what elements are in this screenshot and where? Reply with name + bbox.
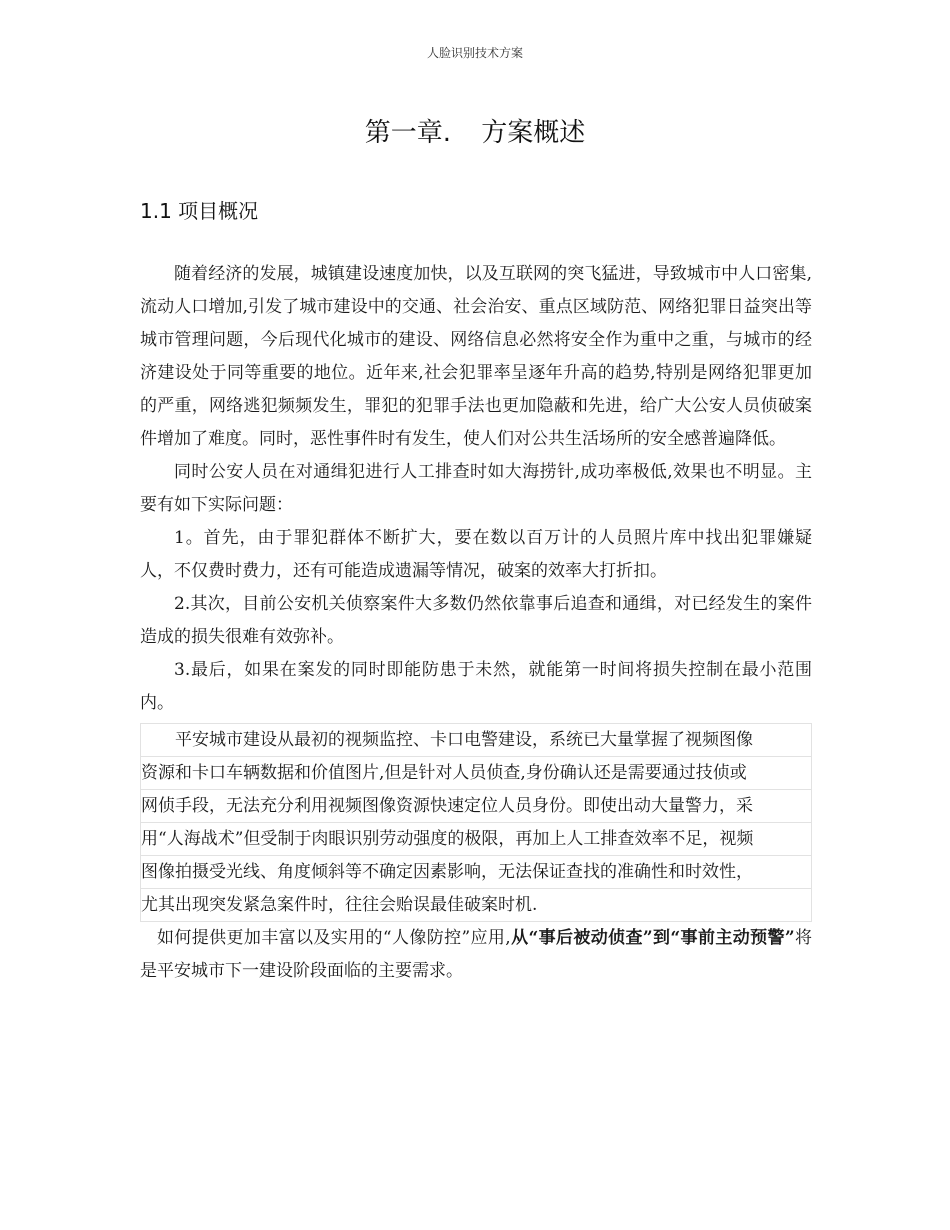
framed-line: 网侦手段，无法充分利用视频图像资源快速定位人员身份。即使出动大量警力，采 — [140, 790, 812, 823]
paragraph-problem-1: 1。首先，由于罪犯群体不断扩大，要在数以百万计的人员照片库中找出犯罪嫌疑人，不仅费时费力，还有可能造成遗漏等情况，破案的效率大打折扣。 — [140, 528, 812, 581]
framed-paragraph — [140, 723, 812, 922]
framed-line: 平安城市建设从最初的视频监控、卡口电警建设，系统已大量掌握了视频图像 — [140, 724, 812, 757]
paragraph-problem-2: 2.其次，目前公安机关侦察案件大多数仍然依靠事后追查和通缉，对已经发生的案件造成的损失很难有效弥补。 — [140, 594, 812, 647]
paragraph-conclusion — [140, 922, 812, 988]
framed-line: 资源和卡口车辆数据和价值图片,但是针对人员侦查,身份确认还是需要通过技侦或 — [140, 757, 812, 790]
running-header: 人脸识别技术方案 — [426, 46, 523, 60]
body-text — [140, 258, 812, 988]
paragraph-problem-3: 3.最后，如果在案发的同时即能防患于未然，就能第一时间将损失控制在最小范围内。 — [140, 660, 812, 713]
framed-line: 尤其出现突发紧急案件时，往往会贻误最佳破案时机. — [140, 889, 812, 922]
paragraph-manual-search: 同时公安人员在对通缉犯进行人工排查时如大海捞针,成功率极低,效果也不明显。主要有如下实际问题： — [140, 462, 812, 515]
conclusion-tail: 将是平安城市下一建设阶段面临的主要需求。 — [140, 928, 812, 981]
paragraph-background: 随着经济的发展，城镇建设速度加快，以及互联网的突飞猛进，导致城市中人口密集,流动人口增加,引发了城市建设中的交通、社会治安、重点区域防范、网络犯罪日益突出等城市管理问题，今后现代化城市的建设、网络信息必然将安全作为重中之重，与城市的经济建设处于同等重要的地位。近年来,社会犯罪率呈逐年升高的趋势,特别是网络犯罪更加的严重，网络逃犯频频发生，罪犯的犯罪手法也更加隐蔽和先进，给广大公安人员侦破案件增加了难度。同时，恶性事件时有发生，使人们对公共生活场所的安全感普遍降低。 — [140, 264, 812, 449]
conclusion-emphasis: 从“事后被动侦查”到“事前主动预警” — [510, 928, 795, 948]
framed-line: 图像拍摄受光线、角度倾斜等不确定因素影响，无法保证查找的准确性和时效性， — [140, 856, 812, 889]
framed-line: 用“人海战术”但受制于肉眼识别劳动强度的极限，再加上人工排查效率不足，视频 — [140, 823, 812, 856]
conclusion-lead: 如何提供更加丰富以及实用的“人像防控”应用, — [157, 928, 511, 948]
chapter-title: 第一章. 方案概述 — [364, 118, 586, 148]
section-title: 1.1 项目概况 — [140, 199, 259, 223]
